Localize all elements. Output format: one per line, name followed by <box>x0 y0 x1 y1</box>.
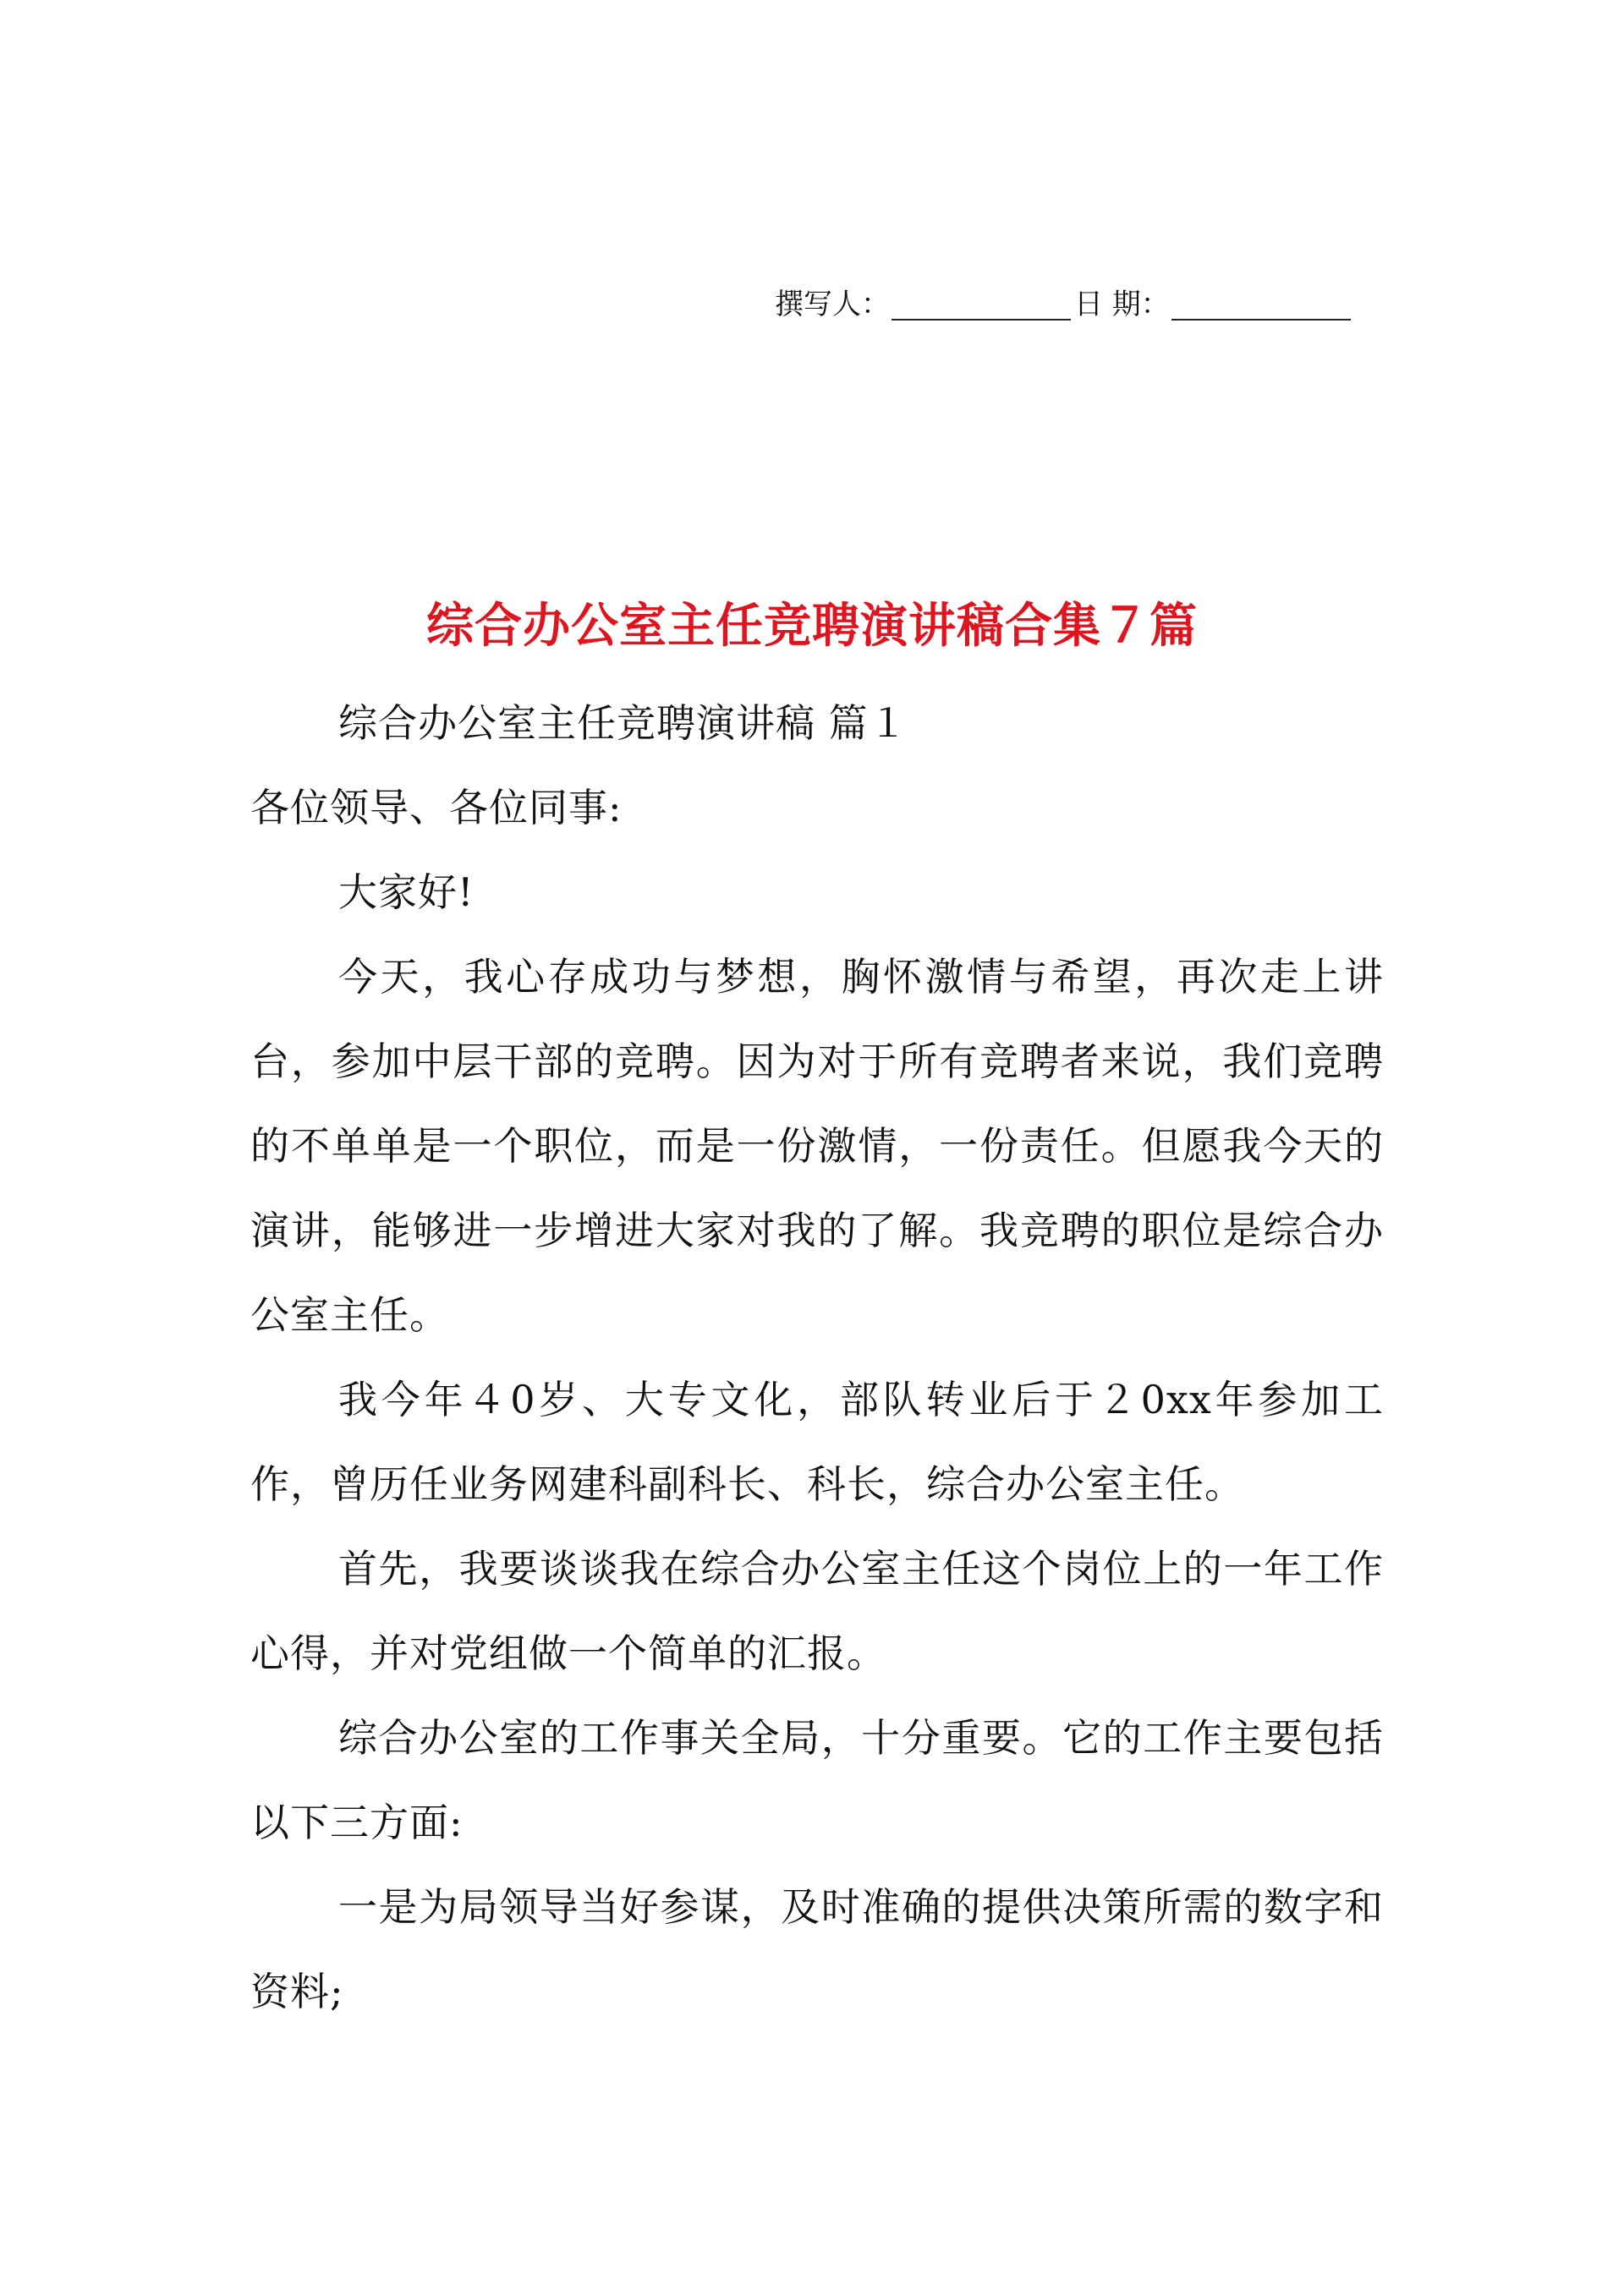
author-label: 撰写人： <box>775 288 890 321</box>
salutation: 各位领导、各位同事: <box>250 785 623 830</box>
date-blank <box>1171 285 1351 321</box>
paragraph: 综合办公室的工作事关全局，十分重要。它的工作主要包括以下三方面: <box>250 1715 1384 1845</box>
paragraph: 首先，我要谈谈我在综合办公室主任这个岗位上的一年工作心得，并对党组做一个简单的汇报。 <box>250 1546 1384 1676</box>
paragraph: 一是为局领导当好参谋，及时准确的提供决策所需的数字和资料; <box>250 1884 1384 2014</box>
author-date-line <box>775 283 1384 326</box>
author-blank <box>892 285 1071 321</box>
section-heading: 综合办公室主任竞聘演讲稿 篇１ <box>338 700 908 746</box>
document-body <box>250 681 1384 2034</box>
greeting: 大家好! <box>338 869 475 915</box>
paragraph: 我今年４0岁、大专文化，部队转业后于２0xx年参加工作，曾历任业务网建科副科长、科长，综合办公室主任。 <box>250 1377 1384 1507</box>
date-label: 日 期： <box>1074 288 1170 321</box>
document-title: 综合办公室主任竞聘演讲稿合集７篇 <box>426 598 1198 654</box>
paragraph: 今天，我心存成功与梦想，胸怀激情与希望，再次走上讲台，参加中层干部的竞聘。因为对于所有竞聘者来说，我们竞聘的不单单是一个职位，而是一份激情，一份责任。但愿我今天的演讲，能够进一步增进大家对我的了解。我竞聘的职位是综合办公室主任。 <box>250 954 1384 1338</box>
